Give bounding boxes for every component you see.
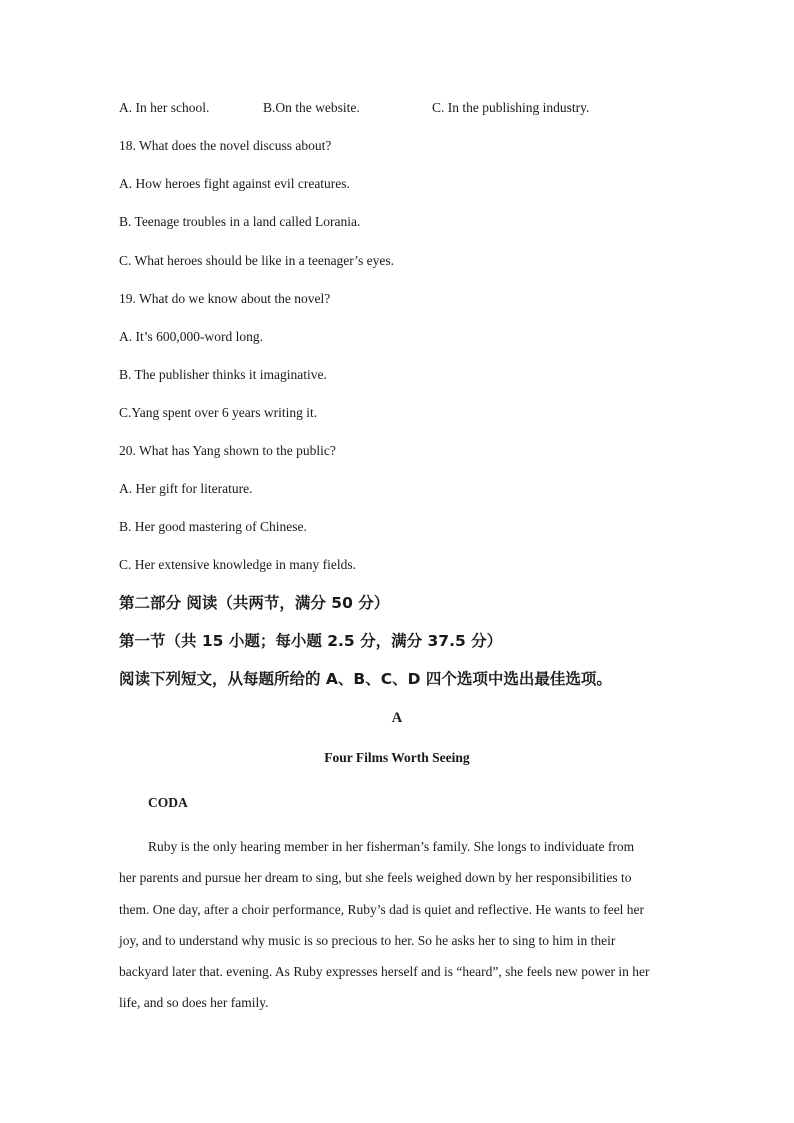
q18-option-c: C. What heroes should be like in a teenager’s eyes. <box>119 253 395 268</box>
q18-option-b: B. Teenage troubles in a land called Lorania. <box>119 214 361 229</box>
q19-option-b: B. The publisher thinks it imaginative. <box>119 367 327 382</box>
q18-question: 18. What does the novel discuss about? <box>119 138 332 153</box>
q17-option-a: A. In her school. <box>119 100 210 115</box>
q19-question: 19. What do we know about the novel? <box>119 291 331 306</box>
section-heading: 第一节（共 15 小题；每小题 2.5 分，满分 37.5 分） <box>119 632 503 650</box>
part-heading: 第二部分 阅读（共两节，满分 50 分） <box>119 594 390 612</box>
q18-option-a: A. How heroes fight against evil creatures. <box>119 176 350 191</box>
instruction: 阅读下列短文，从每题所给的 A、B、C、D 四个选项中选出最佳选项。 <box>119 670 612 688</box>
q19-option-a: A. It’s 600,000-word long. <box>119 329 263 344</box>
q20-option-a: A. Her gift for literature. <box>119 481 253 496</box>
paragraph-line: Ruby is the only hearing member in her fisherman’s family. She longs to individuate from <box>148 839 635 854</box>
paragraph-line: backyard later that. evening. As Ruby expresses herself and is “heard”, she feels new power in her <box>119 964 650 979</box>
q17-option-b: B.On the website. <box>263 100 360 115</box>
q17-option-c: C. In the publishing industry. <box>432 100 590 115</box>
q20-option-b: B. Her good mastering of Chinese. <box>119 519 307 534</box>
passage-title: Four Films Worth Seeing <box>324 750 470 765</box>
paragraph-line: life, and so does her family. <box>119 995 269 1010</box>
paragraph-line: them. One day, after a choir performance, Ruby’s dad is quiet and reflective. He wants to feel her <box>119 902 645 917</box>
paragraph-line: her parents and pursue her dream to sing, but she feels weighed down by her responsibilities to <box>119 870 632 885</box>
passage-letter: A <box>391 710 403 726</box>
film-title-coda: CODA <box>148 795 188 810</box>
film-paragraph-coda <box>119 0 675 1020</box>
q19-option-c: C.Yang spent over 6 years writing it. <box>119 405 318 420</box>
q20-question: 20. What has Yang shown to the public? <box>119 443 336 458</box>
paragraph-line: joy, and to understand why music is so precious to her. So he asks her to sing to him in their <box>119 933 616 948</box>
q20-option-c: C. Her extensive knowledge in many fields. <box>119 557 356 572</box>
